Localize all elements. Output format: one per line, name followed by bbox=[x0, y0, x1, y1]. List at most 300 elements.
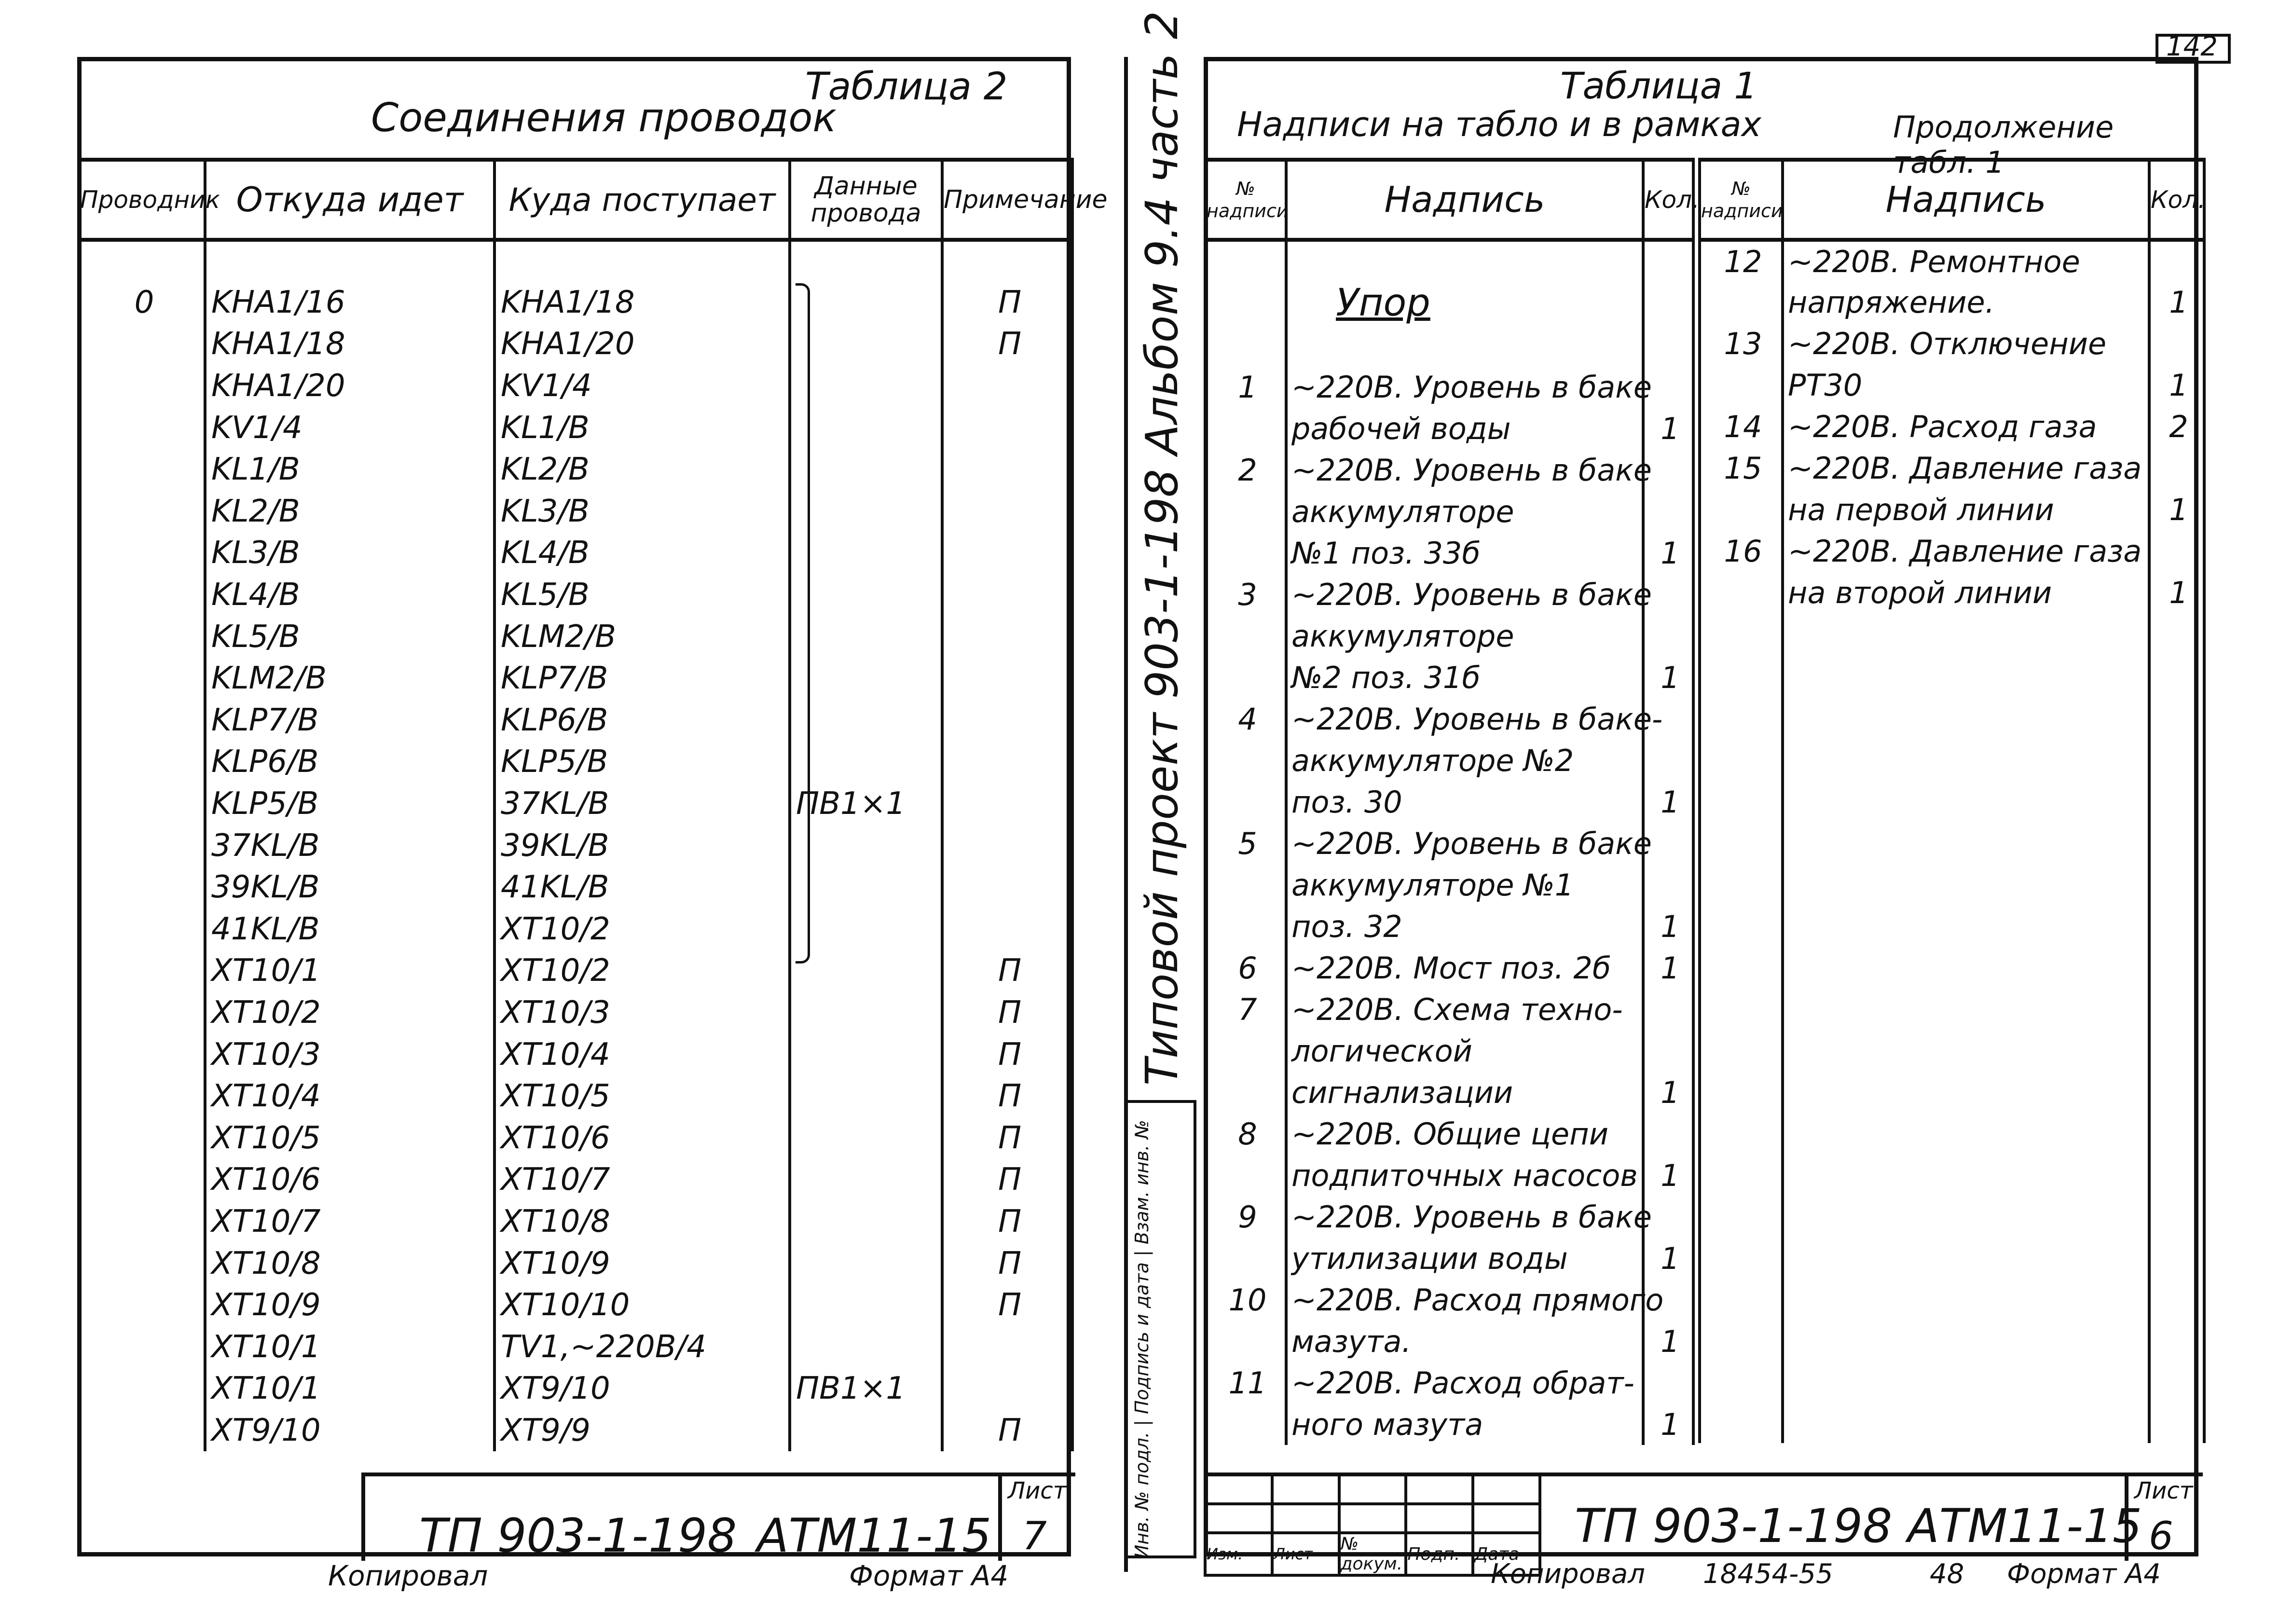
from-cell: XT10/7 bbox=[205, 1201, 494, 1243]
empty-row bbox=[1700, 1402, 2204, 1443]
from-cell: XT10/6 bbox=[205, 1159, 494, 1201]
empty-cell bbox=[2149, 696, 2204, 738]
right-table-title: Таблица 1 bbox=[1560, 64, 1757, 107]
from-cell: XT9/10 bbox=[205, 1410, 494, 1452]
label-no-cell: 12 bbox=[1700, 240, 1783, 281]
empty-row bbox=[1700, 613, 2204, 655]
label-text-cell: ~220В. Давление газа bbox=[1783, 447, 2149, 489]
label-text-cell bbox=[1286, 240, 1643, 281]
wire-cell bbox=[79, 992, 205, 1034]
table-row bbox=[1205, 366, 1693, 408]
label-text-cell: ~220В. Ремонтное bbox=[1783, 240, 2149, 281]
wire-cell bbox=[79, 950, 205, 992]
note-cell bbox=[942, 449, 1072, 491]
from-cell: XT10/8 bbox=[205, 1242, 494, 1284]
empty-cell bbox=[1700, 945, 1783, 987]
table-row bbox=[1205, 1113, 1693, 1155]
col-header-data: Данные провода bbox=[790, 160, 942, 240]
empty-cell bbox=[2149, 862, 2204, 904]
table-row bbox=[1205, 1279, 1693, 1321]
label-no-cell: 5 bbox=[1205, 823, 1286, 864]
wire-cell bbox=[79, 449, 205, 491]
label-qty-cell bbox=[2149, 323, 2204, 364]
empty-cell bbox=[1783, 821, 2149, 862]
to-cell: KLM2/B bbox=[494, 616, 790, 658]
table-row bbox=[1205, 989, 1693, 1030]
data-cell bbox=[790, 574, 942, 616]
table-row bbox=[1205, 1404, 1693, 1445]
right-footer-format: Формат А4 bbox=[2007, 1558, 2161, 1590]
note-cell bbox=[942, 783, 1072, 825]
label-no-cell: 2 bbox=[1205, 449, 1286, 491]
table-row bbox=[1205, 1155, 1693, 1196]
label-qty-cell bbox=[1643, 864, 1693, 906]
label-no-cell bbox=[1205, 740, 1286, 781]
note-cell bbox=[942, 867, 1072, 908]
label-text-cell: рабочей воды bbox=[1286, 408, 1643, 449]
empty-cell bbox=[1783, 1402, 2149, 1443]
empty-cell bbox=[1700, 1111, 1783, 1153]
label-qty-cell bbox=[1643, 615, 1693, 657]
note-cell bbox=[942, 825, 1072, 867]
table-row bbox=[1205, 408, 1693, 449]
data-cell bbox=[790, 700, 942, 742]
note-cell: П bbox=[942, 323, 1072, 365]
empty-cell bbox=[1700, 613, 1783, 655]
label-no-cell: 10 bbox=[1205, 1279, 1286, 1321]
label-qty-cell: 1 bbox=[1643, 1321, 1693, 1362]
table-row bbox=[79, 1075, 1072, 1117]
from-cell: KLM2/B bbox=[205, 658, 494, 700]
empty-cell bbox=[1783, 1277, 2149, 1319]
empty-cell bbox=[1700, 1153, 1783, 1194]
to-cell: KL2/B bbox=[494, 449, 790, 491]
right-stamp-code: АТМ11-15 bbox=[1908, 1499, 2142, 1553]
label-qty-cell: 1 bbox=[1643, 781, 1693, 823]
data-cell: ПВ1×1 bbox=[790, 783, 942, 825]
label-text-cell: ~220В. Расход газа bbox=[1783, 406, 2149, 447]
table-row bbox=[79, 365, 1072, 407]
from-cell: 41KL/B bbox=[205, 908, 494, 950]
empty-row bbox=[1700, 738, 2204, 779]
label-text-cell: мазута. bbox=[1286, 1321, 1643, 1362]
wire-group-brace bbox=[796, 283, 810, 963]
empty-cell bbox=[2149, 1070, 2204, 1111]
label-text-cell: аккумуляторе №1 bbox=[1286, 864, 1643, 906]
table-row bbox=[79, 1242, 1072, 1284]
empty-cell bbox=[2149, 655, 2204, 696]
table-row bbox=[1700, 572, 2204, 613]
table-row bbox=[79, 658, 1072, 700]
table-row bbox=[1700, 489, 2204, 530]
table-row bbox=[1700, 323, 2204, 364]
label-text-cell: РТ30 bbox=[1783, 364, 2149, 406]
table-row bbox=[1205, 1362, 1693, 1404]
note-cell bbox=[942, 574, 1072, 616]
from-cell: KLP6/B bbox=[205, 741, 494, 783]
label-no-cell bbox=[1205, 657, 1286, 698]
from-cell: XT10/4 bbox=[205, 1075, 494, 1117]
wire-cell bbox=[79, 1368, 205, 1410]
empty-row bbox=[1700, 1236, 2204, 1277]
table-row bbox=[79, 741, 1072, 783]
wire-cell bbox=[79, 240, 205, 282]
note-cell bbox=[942, 658, 1072, 700]
empty-cell bbox=[1700, 904, 1783, 945]
page-number: 142 bbox=[2166, 31, 2218, 62]
empty-cell bbox=[1783, 1360, 2149, 1402]
label-no-cell: 7 bbox=[1205, 989, 1286, 1030]
right-heading: Надписи на табло и в рамках bbox=[1237, 105, 1761, 144]
empty-cell bbox=[2149, 1111, 2204, 1153]
wire-cell bbox=[79, 1075, 205, 1117]
empty-row bbox=[1700, 1153, 2204, 1194]
table-row bbox=[79, 491, 1072, 533]
label-qty-cell bbox=[2149, 240, 2204, 281]
label-no-cell bbox=[1205, 864, 1286, 906]
empty-cell bbox=[1783, 1111, 2149, 1153]
table-row bbox=[1205, 281, 1693, 325]
label-qty-cell: 1 bbox=[2149, 364, 2204, 406]
to-cell: KLP6/B bbox=[494, 700, 790, 742]
empty-cell bbox=[2149, 1402, 2204, 1443]
left-table-title: Таблица 2 bbox=[805, 65, 1008, 109]
table-row bbox=[1700, 530, 2204, 572]
right-stamp-sheet-number: 6 bbox=[2149, 1514, 2173, 1558]
empty-cell bbox=[1700, 696, 1783, 738]
label-qty-cell bbox=[2149, 530, 2204, 572]
table-row bbox=[79, 867, 1072, 908]
from-cell: 39KL/B bbox=[205, 867, 494, 908]
table-row bbox=[79, 240, 1072, 282]
empty-cell bbox=[2149, 987, 2204, 1028]
to-cell: XT10/6 bbox=[494, 1117, 790, 1159]
empty-cell bbox=[2149, 904, 2204, 945]
table-row bbox=[1205, 1321, 1693, 1362]
to-cell: KHA1/20 bbox=[494, 323, 790, 365]
label-text-cell: напряжение. bbox=[1783, 281, 2149, 323]
table-row bbox=[1205, 740, 1693, 781]
empty-cell bbox=[1783, 1319, 2149, 1360]
empty-cell bbox=[2149, 1153, 2204, 1194]
table-row bbox=[79, 407, 1072, 449]
empty-cell bbox=[1783, 1236, 2149, 1277]
col-header-no-a: № надписи bbox=[1205, 160, 1286, 240]
label-no-cell bbox=[1700, 364, 1783, 406]
table-row bbox=[79, 908, 1072, 950]
table-row bbox=[79, 700, 1072, 742]
label-text-cell: подпиточных насосов bbox=[1286, 1155, 1643, 1196]
data-cell bbox=[790, 992, 942, 1034]
from-cell: XT10/1 bbox=[205, 1368, 494, 1410]
label-no-cell bbox=[1205, 325, 1286, 366]
left-stamp-divider bbox=[361, 1473, 365, 1561]
note-cell bbox=[942, 532, 1072, 574]
empty-row bbox=[1700, 655, 2204, 696]
label-no-cell: 6 bbox=[1205, 947, 1286, 989]
col-header-no-b: № надписи bbox=[1700, 160, 1783, 240]
to-cell: KL1/B bbox=[494, 407, 790, 449]
label-text-cell: ~220В. Мост поз. 2б bbox=[1286, 947, 1643, 989]
empty-cell bbox=[1700, 1277, 1783, 1319]
left-stamp-sheet-label: Лист bbox=[1008, 1477, 1067, 1504]
label-qty-cell: 1 bbox=[2149, 281, 2204, 323]
empty-cell bbox=[2149, 1277, 2204, 1319]
label-qty-cell: 1 bbox=[1643, 947, 1693, 989]
table-row bbox=[79, 449, 1072, 491]
label-qty-cell bbox=[1643, 740, 1693, 781]
empty-cell bbox=[1783, 779, 2149, 821]
to-cell: XT10/8 bbox=[494, 1201, 790, 1243]
from-cell: KHA1/16 bbox=[205, 282, 494, 324]
table-row bbox=[79, 992, 1072, 1034]
table-row bbox=[1205, 1196, 1693, 1238]
empty-cell bbox=[2149, 738, 2204, 779]
label-text-cell: Упор bbox=[1286, 281, 1643, 325]
wire-cell bbox=[79, 741, 205, 783]
empty-cell bbox=[1783, 1028, 2149, 1070]
empty-cell bbox=[1783, 904, 2149, 945]
note-cell bbox=[942, 491, 1072, 533]
wire-cell bbox=[79, 1201, 205, 1243]
col-header-from: Откуда идет bbox=[205, 160, 494, 240]
left-stamp-line bbox=[361, 1473, 1075, 1476]
to-cell: KV1/4 bbox=[494, 365, 790, 407]
right-footer-page: 48 bbox=[1930, 1558, 1964, 1590]
table-row bbox=[79, 1201, 1072, 1243]
table-row bbox=[1700, 364, 2204, 406]
label-text-cell bbox=[1286, 325, 1643, 366]
labels-table-a bbox=[1204, 158, 1700, 1445]
col-header-qty-a: Кол. bbox=[1643, 160, 1693, 240]
table-row bbox=[1700, 406, 2204, 447]
empty-row bbox=[1700, 1360, 2204, 1402]
wire-cell bbox=[79, 908, 205, 950]
empty-cell bbox=[1700, 1319, 1783, 1360]
table-row bbox=[1205, 864, 1693, 906]
table-row bbox=[79, 1033, 1072, 1075]
table-row bbox=[79, 323, 1072, 365]
col-header-wire: Проводник bbox=[79, 160, 205, 240]
empty-cell bbox=[2149, 1194, 2204, 1236]
from-cell: KLP7/B bbox=[205, 700, 494, 742]
label-text-cell: ~220В. Уровень в баке bbox=[1286, 1196, 1643, 1238]
from-cell: KHA1/18 bbox=[205, 323, 494, 365]
label-no-cell bbox=[1205, 1238, 1286, 1279]
data-cell bbox=[790, 491, 942, 533]
col-header-to: Куда поступает bbox=[494, 160, 790, 240]
table-row bbox=[79, 532, 1072, 574]
to-cell: XT10/4 bbox=[494, 1033, 790, 1075]
label-no-cell bbox=[1205, 1155, 1286, 1196]
left-heading: Соединения проводок bbox=[371, 95, 837, 141]
wire-cell bbox=[79, 783, 205, 825]
note-cell: П bbox=[942, 1117, 1072, 1159]
note-cell: П bbox=[942, 1075, 1072, 1117]
table-row bbox=[1205, 1072, 1693, 1113]
right-stamp-project: ТП 903-1-198 bbox=[1575, 1499, 1893, 1553]
label-qty-cell: 1 bbox=[1643, 657, 1693, 698]
wire-cell bbox=[79, 1326, 205, 1368]
to-cell: XT10/7 bbox=[494, 1159, 790, 1201]
from-cell: XT10/1 bbox=[205, 1326, 494, 1368]
label-no-cell bbox=[1205, 491, 1286, 532]
table-row bbox=[79, 1410, 1072, 1452]
data-cell bbox=[790, 658, 942, 700]
label-text-cell: №2 поз. 31б bbox=[1286, 657, 1643, 698]
label-no-cell bbox=[1205, 408, 1286, 449]
left-footer-format: Формат А4 bbox=[849, 1559, 1009, 1592]
label-qty-cell: 1 bbox=[1643, 906, 1693, 947]
label-qty-cell: 1 bbox=[1643, 532, 1693, 574]
labels-table-b bbox=[1698, 158, 2206, 1443]
note-cell: П bbox=[942, 1410, 1072, 1452]
label-text-cell: ~220В. Расход прямого bbox=[1286, 1279, 1643, 1321]
empty-row bbox=[1700, 945, 2204, 987]
label-text-cell: ~220В. Уровень в баке bbox=[1286, 574, 1643, 615]
table-row bbox=[79, 1368, 1072, 1410]
label-text-cell: аккумуляторе №2 bbox=[1286, 740, 1643, 781]
empty-cell bbox=[1783, 862, 2149, 904]
label-no-cell bbox=[1700, 572, 1783, 613]
to-cell: KHA1/18 bbox=[494, 282, 790, 324]
label-no-cell: 1 bbox=[1205, 366, 1286, 408]
empty-cell bbox=[2149, 1319, 2204, 1360]
label-text-cell: ~220В. Общие цепи bbox=[1286, 1113, 1643, 1155]
wire-cell bbox=[79, 1033, 205, 1075]
empty-cell bbox=[1783, 696, 2149, 738]
to-cell: XT10/3 bbox=[494, 992, 790, 1034]
table-row bbox=[79, 1159, 1072, 1201]
rev-col-date: Дата bbox=[1473, 1533, 1540, 1575]
note-cell bbox=[942, 741, 1072, 783]
from-cell: XT10/9 bbox=[205, 1284, 494, 1326]
data-cell bbox=[790, 1033, 942, 1075]
table-row bbox=[79, 825, 1072, 867]
empty-cell bbox=[2149, 945, 2204, 987]
note-cell bbox=[942, 908, 1072, 950]
label-qty-cell: 1 bbox=[1643, 1404, 1693, 1445]
label-qty-cell bbox=[1643, 1113, 1693, 1155]
table-row bbox=[79, 282, 1072, 324]
label-text-cell: аккумуляторе bbox=[1286, 615, 1643, 657]
side-stamp-text: Инв. № подл. | Подпись и дата | Взам. инв. № bbox=[1131, 1120, 1153, 1558]
right-footer-copied: Копировал bbox=[1491, 1558, 1645, 1590]
data-cell: ПВ1×1 bbox=[790, 1368, 942, 1410]
empty-cell bbox=[1700, 738, 1783, 779]
note-cell: П bbox=[942, 1242, 1072, 1284]
label-qty-cell bbox=[1643, 1030, 1693, 1072]
label-text-cell: ~220В. Уровень в баке bbox=[1286, 823, 1643, 864]
from-cell: KL2/B bbox=[205, 491, 494, 533]
rev-col-doc: № докум. bbox=[1339, 1533, 1406, 1575]
note-cell bbox=[942, 616, 1072, 658]
to-cell: KL5/B bbox=[494, 574, 790, 616]
data-cell bbox=[790, 867, 942, 908]
label-no-cell: 13 bbox=[1700, 323, 1783, 364]
continuation-note: Продолжение табл. 1 bbox=[1893, 110, 2114, 180]
table-row bbox=[1205, 325, 1693, 366]
empty-row bbox=[1700, 862, 2204, 904]
label-no-cell: 15 bbox=[1700, 447, 1783, 489]
label-no-cell: 16 bbox=[1700, 530, 1783, 572]
from-cell bbox=[205, 240, 494, 282]
label-qty-cell: 1 bbox=[1643, 1072, 1693, 1113]
label-qty-cell bbox=[1643, 989, 1693, 1030]
data-cell bbox=[790, 532, 942, 574]
label-text-cell: ~220В. Уровень в баке bbox=[1286, 449, 1643, 491]
empty-cell bbox=[2149, 1028, 2204, 1070]
table-row bbox=[79, 1284, 1072, 1326]
note-cell bbox=[942, 1368, 1072, 1410]
label-no-cell: 4 bbox=[1205, 698, 1286, 740]
wire-cell bbox=[79, 365, 205, 407]
label-text-cell: ~220В. Уровень в баке- bbox=[1286, 698, 1643, 740]
left-stamp-sheet-number: 7 bbox=[1022, 1514, 1047, 1558]
label-no-cell: 8 bbox=[1205, 1113, 1286, 1155]
empty-cell bbox=[1700, 1360, 1783, 1402]
label-no-cell bbox=[1205, 281, 1286, 325]
col-header-text-b: Надпись bbox=[1783, 160, 2149, 240]
table-row bbox=[1205, 615, 1693, 657]
from-cell: XT10/3 bbox=[205, 1033, 494, 1075]
to-cell: XT10/2 bbox=[494, 950, 790, 992]
note-cell: П bbox=[942, 1159, 1072, 1201]
from-cell: KL1/B bbox=[205, 449, 494, 491]
table-row bbox=[1205, 781, 1693, 823]
table-row bbox=[1205, 240, 1693, 281]
from-cell: XT10/2 bbox=[205, 992, 494, 1034]
wire-cell bbox=[79, 1284, 205, 1326]
label-no-cell: 14 bbox=[1700, 406, 1783, 447]
label-text-cell: ~220В. Расход обрат- bbox=[1286, 1362, 1643, 1404]
label-no-cell bbox=[1205, 532, 1286, 574]
empty-row bbox=[1700, 1028, 2204, 1070]
empty-cell bbox=[1700, 1402, 1783, 1443]
table-row bbox=[1205, 491, 1693, 532]
rev-col-change: Изм. bbox=[1205, 1533, 1272, 1575]
note-cell: П bbox=[942, 1284, 1072, 1326]
label-no-cell bbox=[1205, 240, 1286, 281]
label-qty-cell bbox=[1643, 1362, 1693, 1404]
to-cell: 41KL/B bbox=[494, 867, 790, 908]
table-row bbox=[79, 950, 1072, 992]
to-cell: XT10/9 bbox=[494, 1242, 790, 1284]
table-row bbox=[1205, 574, 1693, 615]
table-row bbox=[1205, 1238, 1693, 1279]
data-cell bbox=[790, 1284, 942, 1326]
data-cell bbox=[790, 1075, 942, 1117]
note-cell: П bbox=[942, 950, 1072, 992]
table-row bbox=[79, 574, 1072, 616]
empty-cell bbox=[1700, 987, 1783, 1028]
empty-cell bbox=[2149, 1236, 2204, 1277]
label-no-cell bbox=[1205, 615, 1286, 657]
data-cell bbox=[790, 1201, 942, 1243]
label-text-cell: сигнализации bbox=[1286, 1072, 1643, 1113]
label-qty-cell: 2 bbox=[2149, 406, 2204, 447]
table-row bbox=[1205, 657, 1693, 698]
to-cell: KL3/B bbox=[494, 491, 790, 533]
note-cell: П bbox=[942, 992, 1072, 1034]
rev-col-sign: Подп. bbox=[1406, 1533, 1473, 1575]
label-no-cell bbox=[1205, 1072, 1286, 1113]
empty-cell bbox=[1783, 945, 2149, 987]
table-row bbox=[1205, 449, 1693, 491]
table-row bbox=[79, 616, 1072, 658]
label-text-cell: утилизации воды bbox=[1286, 1238, 1643, 1279]
label-text-cell: аккумуляторе bbox=[1286, 491, 1643, 532]
